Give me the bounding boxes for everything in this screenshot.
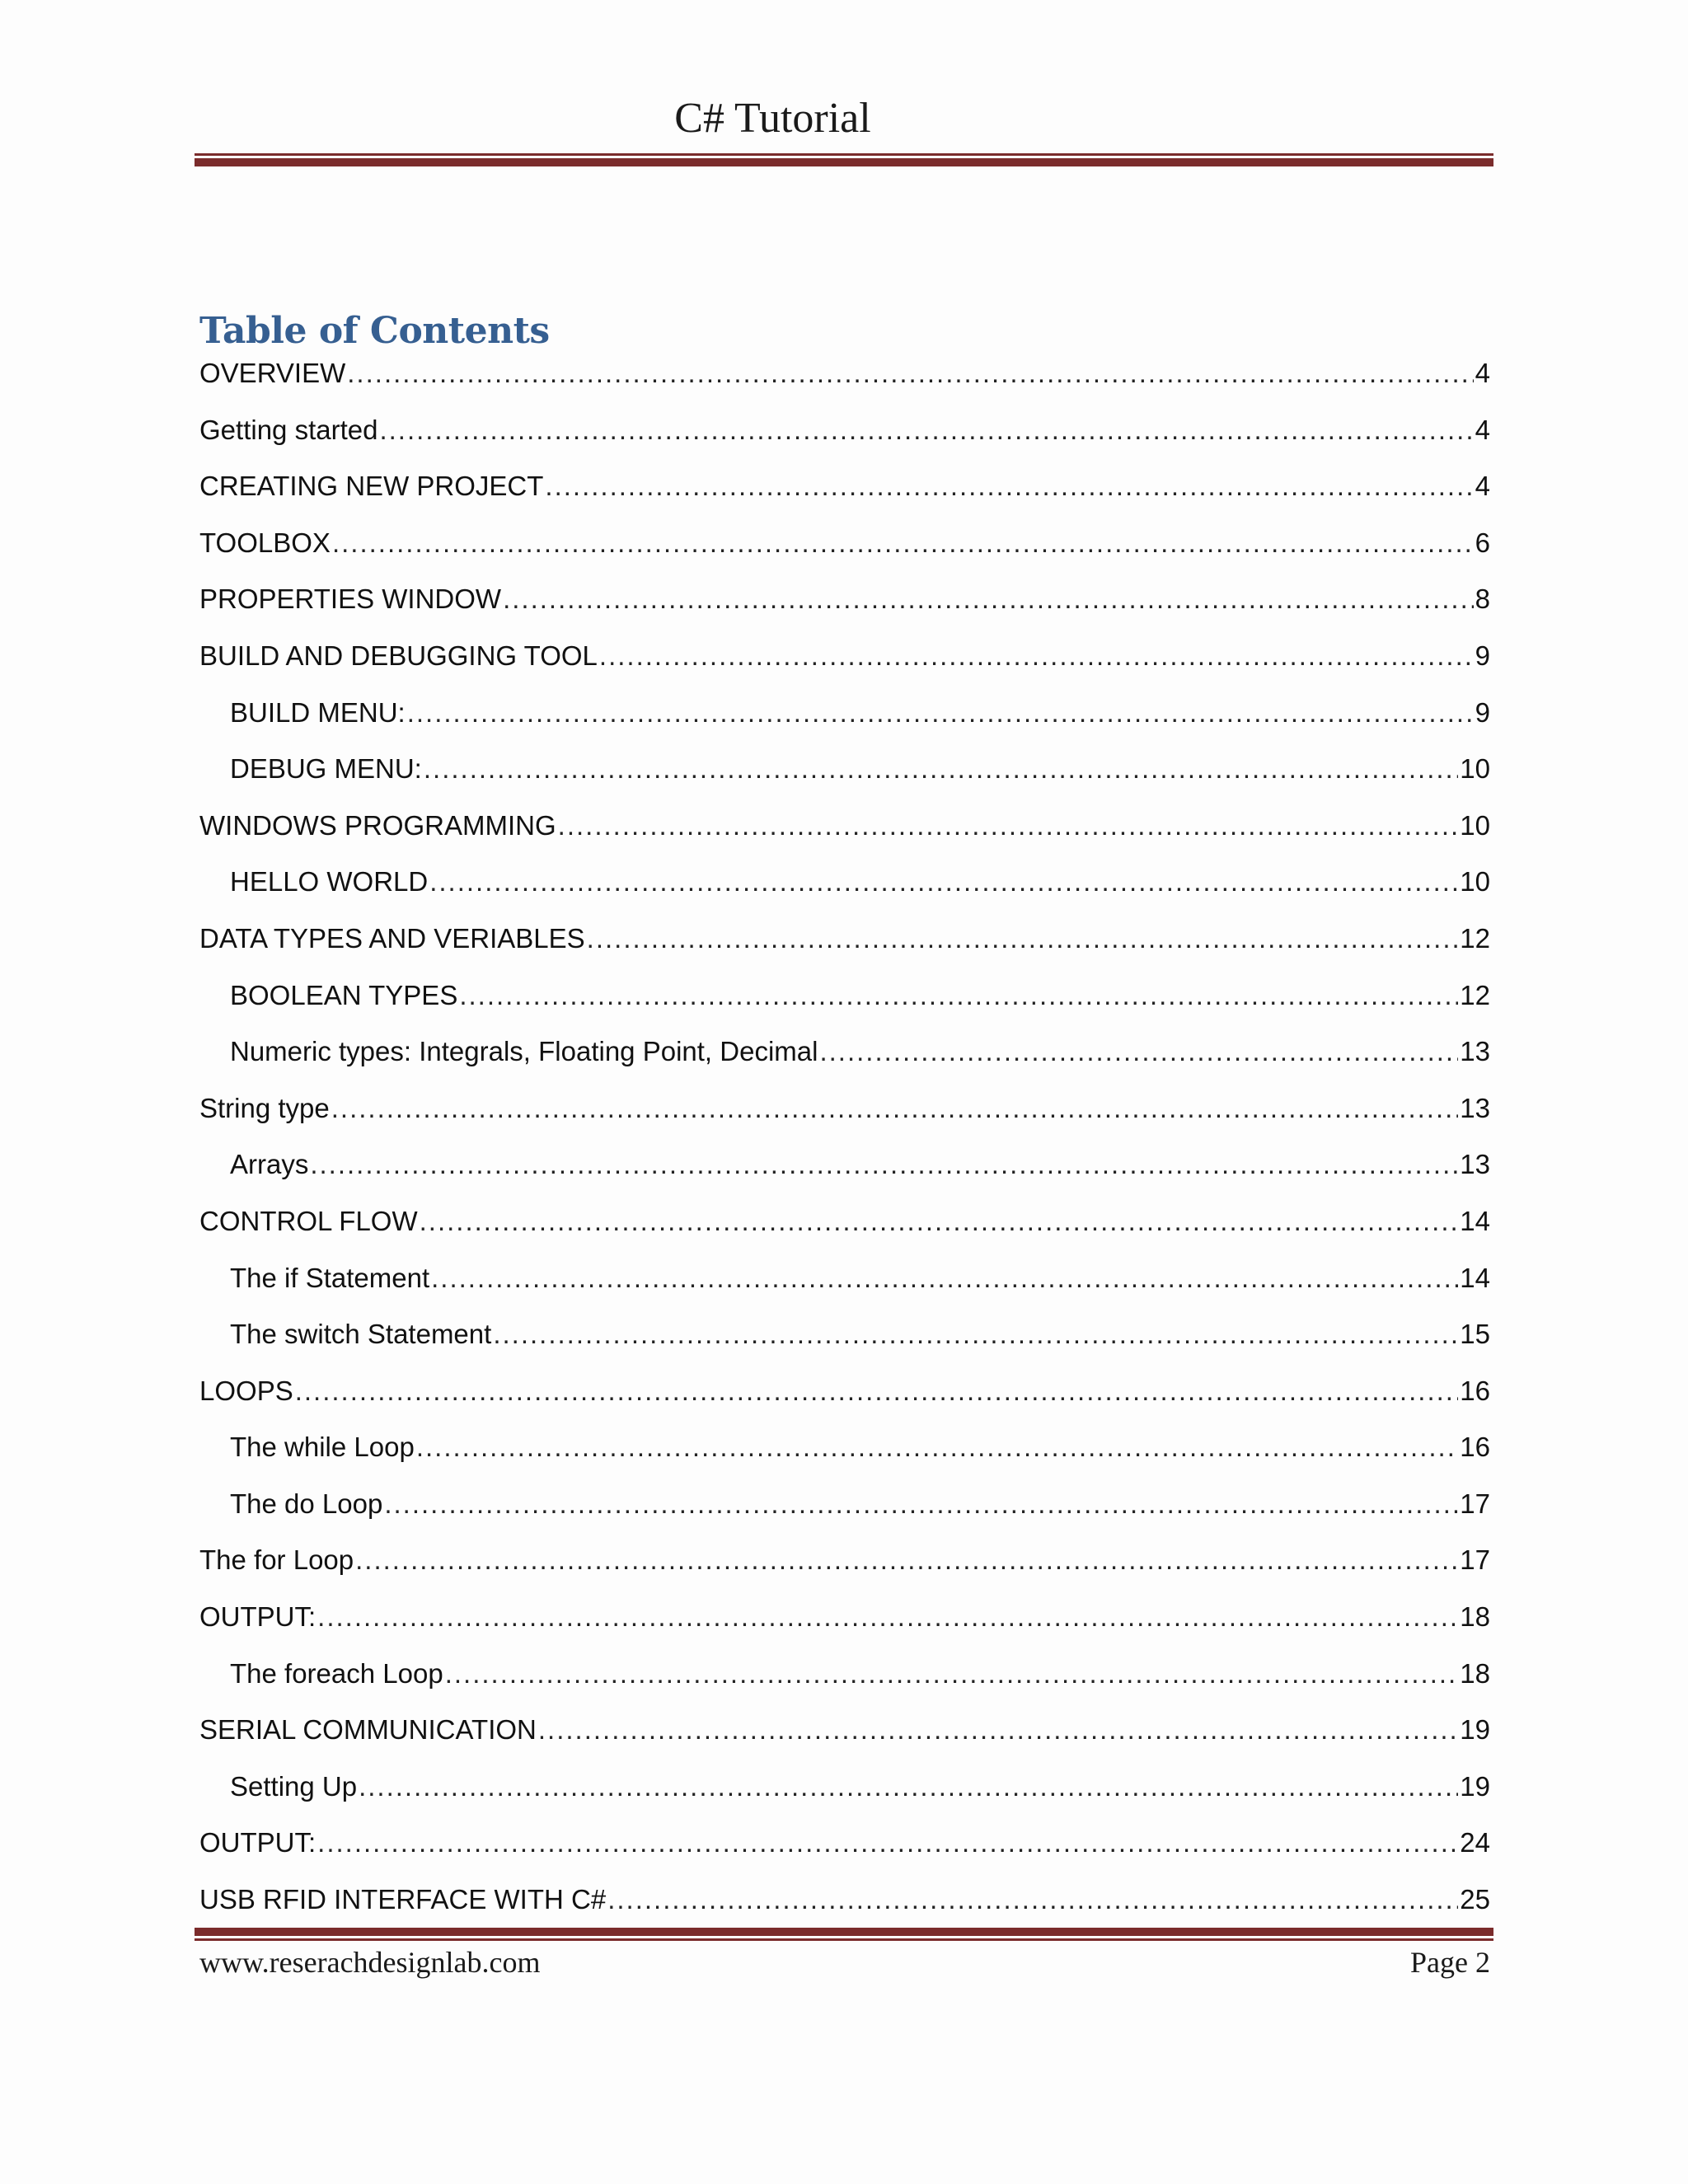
footer-website: www.reserachdesignlab.com xyxy=(199,1946,541,1979)
toc-entry-page-number: 18 xyxy=(1460,1601,1490,1633)
toc-entry-label: CREATING NEW PROJECT xyxy=(199,471,544,502)
toc-entry[interactable] xyxy=(199,697,1490,754)
toc-entry-label: String type xyxy=(199,1092,330,1123)
toc-entry-page-number: 24 xyxy=(1460,1827,1490,1858)
toc-dot-leader xyxy=(819,1036,1458,1067)
toc-entry-page-number: 14 xyxy=(1460,1205,1490,1236)
toc-entry-label: BUILD MENU: xyxy=(230,696,406,728)
toc-entry[interactable] xyxy=(199,1376,1490,1432)
toc-entry[interactable] xyxy=(199,1771,1490,1828)
toc-entry[interactable] xyxy=(199,527,1490,584)
toc-entry-page-number: 13 xyxy=(1460,1036,1490,1067)
toc-entry-page-number: 15 xyxy=(1460,1319,1490,1350)
toc-entry-page-number: 10 xyxy=(1460,753,1490,785)
toc-dot-leader xyxy=(599,640,1474,672)
toc-entry[interactable] xyxy=(199,640,1490,697)
toc-entry[interactable] xyxy=(199,753,1490,810)
toc-entry-label: WINDOWS PROGRAMMING xyxy=(199,809,556,841)
toc-entry-page-number: 4 xyxy=(1475,414,1490,445)
toc-dot-leader xyxy=(407,697,1474,729)
toc-entry-label: PROPERTIES WINDOW xyxy=(199,583,502,615)
toc-entry-page-number: 16 xyxy=(1460,1432,1490,1463)
toc-entry-page-number: 9 xyxy=(1475,696,1490,728)
toc-heading: Table of Contents xyxy=(199,310,550,352)
toc-entry-label: The while Loop xyxy=(230,1432,415,1463)
toc-dot-leader xyxy=(445,1658,1459,1690)
toc-entry-page-number: 19 xyxy=(1460,1770,1490,1802)
toc-entry[interactable] xyxy=(199,810,1490,867)
toc-dot-leader xyxy=(332,527,1474,559)
toc-entry-page-number: 8 xyxy=(1475,583,1490,615)
footer-page-number: Page 2 xyxy=(1410,1946,1490,1979)
toc-entry-label: BUILD AND DEBUGGING TOOL xyxy=(199,640,598,671)
toc-entry-page-number: 13 xyxy=(1460,1149,1490,1180)
toc-entry-page-number: 12 xyxy=(1460,922,1490,954)
toc-entry[interactable] xyxy=(199,1827,1490,1884)
toc-entry-label: Numeric types: Integrals, Floating Point, Decimal xyxy=(230,1036,818,1067)
toc-entry[interactable] xyxy=(199,1206,1490,1263)
toc-entry[interactable] xyxy=(199,1714,1490,1771)
toc-dot-leader xyxy=(431,1263,1458,1294)
toc-entry-page-number: 14 xyxy=(1460,1262,1490,1293)
toc-dot-leader xyxy=(317,1601,1458,1633)
toc-entry-label: The for Loop xyxy=(199,1544,354,1576)
toc-entry-page-number: 17 xyxy=(1460,1488,1490,1519)
toc-dot-leader xyxy=(493,1319,1458,1350)
toc-dot-leader xyxy=(459,980,1458,1011)
toc-entry-label: BOOLEAN TYPES xyxy=(230,979,458,1010)
header-rule-thick xyxy=(195,158,1493,166)
toc-entry-page-number: 9 xyxy=(1475,640,1490,671)
toc-entry[interactable] xyxy=(199,980,1490,1037)
toc-entry-label: Setting Up xyxy=(230,1770,358,1802)
toc-entry-label: TOOLBOX xyxy=(199,527,331,558)
toc-entry[interactable] xyxy=(199,1149,1490,1206)
toc-dot-leader xyxy=(558,810,1459,841)
toc-dot-leader xyxy=(384,1488,1458,1520)
toc-entry[interactable] xyxy=(199,1319,1490,1376)
toc-entry-label: CONTROL FLOW xyxy=(199,1205,418,1236)
toc-entry[interactable] xyxy=(199,415,1490,471)
toc-entry[interactable] xyxy=(199,1658,1490,1715)
toc-entry-label: The switch Statement xyxy=(230,1319,492,1350)
toc-entry[interactable] xyxy=(199,866,1490,923)
toc-entry-label: DEBUG MENU: xyxy=(230,753,422,785)
toc-dot-leader xyxy=(424,753,1458,785)
toc-dot-leader xyxy=(607,1884,1458,1915)
toc-entry-label: HELLO WORLD xyxy=(230,866,429,898)
toc-entry-label: OUTPUT: xyxy=(199,1601,316,1633)
toc-entry[interactable] xyxy=(199,1601,1490,1658)
toc-entry-label: USB RFID INTERFACE WITH C# xyxy=(199,1884,607,1915)
toc-entry-label: The foreach Loop xyxy=(230,1657,443,1689)
toc-entry-label: The do Loop xyxy=(230,1488,383,1519)
toc-dot-leader xyxy=(331,1093,1459,1124)
toc-entry-label: The if Statement xyxy=(230,1262,430,1293)
toc-entry[interactable] xyxy=(199,1036,1490,1093)
toc-entry-label: SERIAL COMMUNICATION xyxy=(199,1714,537,1746)
toc-entry[interactable] xyxy=(199,1432,1490,1488)
toc-entry-page-number: 13 xyxy=(1460,1092,1490,1123)
toc-dot-leader xyxy=(503,583,1474,615)
toc-dot-leader xyxy=(310,1149,1458,1180)
toc-entry-page-number: 4 xyxy=(1475,471,1490,502)
toc-entry-page-number: 19 xyxy=(1460,1714,1490,1746)
footer-rule-thick xyxy=(195,1928,1493,1936)
toc-entry-page-number: 16 xyxy=(1460,1375,1490,1406)
toc-entry-page-number: 12 xyxy=(1460,979,1490,1010)
toc-entry[interactable] xyxy=(199,1544,1490,1601)
toc-entry-label: LOOPS xyxy=(199,1375,293,1406)
toc-dot-leader xyxy=(317,1827,1458,1858)
toc-entry[interactable] xyxy=(199,923,1490,980)
toc-entry[interactable] xyxy=(199,583,1490,640)
toc-entry-label: DATA TYPES AND VERIABLES xyxy=(199,922,585,954)
toc-entry-page-number: 17 xyxy=(1460,1544,1490,1576)
toc-entry-page-number: 4 xyxy=(1475,358,1490,388)
toc-dot-leader xyxy=(429,866,1458,898)
toc-entry-page-number: 18 xyxy=(1460,1657,1490,1689)
toc-entry-page-number: 10 xyxy=(1460,866,1490,898)
toc-entry[interactable] xyxy=(199,1488,1490,1545)
toc-dot-leader xyxy=(295,1376,1459,1407)
header-rule-thin xyxy=(195,153,1493,156)
toc-dot-leader xyxy=(420,1206,1459,1237)
toc-dot-leader xyxy=(416,1432,1458,1463)
toc-dot-leader xyxy=(355,1544,1458,1576)
footer-rule-thin xyxy=(195,1938,1493,1941)
page-header-title: C# Tutorial xyxy=(674,95,871,142)
toc-entry[interactable] xyxy=(199,1263,1490,1319)
toc-dot-leader xyxy=(587,923,1459,954)
toc-entry[interactable] xyxy=(199,471,1490,527)
toc-dot-leader xyxy=(347,358,1473,389)
toc-entry-label: OUTPUT: xyxy=(199,1827,316,1858)
toc-entry[interactable] xyxy=(199,1093,1490,1150)
toc-entry-page-number: 25 xyxy=(1460,1884,1490,1915)
toc-dot-leader xyxy=(379,415,1473,446)
toc-list xyxy=(199,358,1490,1941)
toc-entry-label: OVERVIEW xyxy=(199,358,346,388)
toc-entry[interactable] xyxy=(199,358,1490,415)
toc-entry-label: Getting started xyxy=(199,414,378,445)
toc-dot-leader xyxy=(545,471,1473,502)
toc-entry-page-number: 6 xyxy=(1475,527,1490,558)
toc-entry-label: Arrays xyxy=(230,1149,309,1180)
toc-entry-page-number: 10 xyxy=(1460,809,1490,841)
toc-dot-leader xyxy=(359,1771,1458,1802)
toc-dot-leader xyxy=(538,1714,1458,1746)
